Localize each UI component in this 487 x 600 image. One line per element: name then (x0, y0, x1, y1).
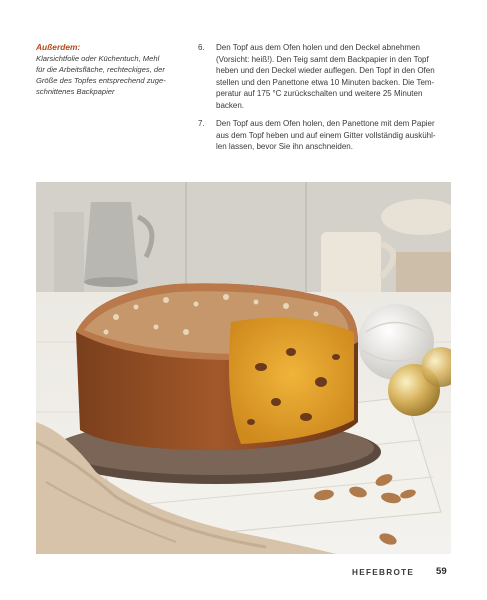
note-line: Klarsichtfolie oder Küchentuch, Mehl (36, 54, 160, 63)
note-line: schnittenes Backpapier (36, 87, 115, 96)
panettone (76, 283, 358, 450)
section-label: HEFEBROTE (352, 568, 415, 577)
step-line: aus dem Topf heben und auf einem Gitter vollständig auskühl- (216, 130, 436, 140)
step-6 (198, 42, 456, 111)
ingredients-note (36, 42, 188, 97)
step-line: heben und den Deckel wieder auflegen. Den Topf in den Ofen (216, 66, 435, 75)
note-line: Größe des Topfes entsprechend zuge- (36, 76, 166, 85)
step-text (216, 42, 435, 111)
step-line: Den Topf aus dem Ofen holen und den Deckel abnehmen (216, 43, 420, 52)
step-line: len lassen, bevor Sie ihn anschneiden. (216, 142, 353, 151)
step-line: peratur auf 175 °C zurückschalten und weitere 25 Minuten (216, 89, 423, 98)
step-7 (198, 118, 456, 153)
step-line: stellen und den Panettone etwa 10 Minuten backen. Die Tem- (216, 77, 435, 87)
step-number: 7. (198, 119, 205, 128)
step-line: (Vorsicht: heiß!). Den Teig samt dem Backpapier in den Topf (216, 54, 429, 64)
note-title: Außerdem: (36, 42, 81, 52)
page-number: 59 (436, 566, 447, 577)
recipe-steps (198, 42, 456, 160)
step-text (216, 118, 436, 153)
step-number: 6. (198, 43, 205, 52)
panettone-illustration (36, 182, 451, 554)
step-line: backen. (216, 100, 245, 110)
step-line: Den Topf aus dem Ofen holen, den Panettone mit dem Papier (216, 119, 435, 128)
panettone-photo (36, 182, 451, 554)
note-line: für die Arbeitsfläche, rechteckiges, der (36, 65, 165, 74)
panettone-crumb (229, 318, 354, 444)
